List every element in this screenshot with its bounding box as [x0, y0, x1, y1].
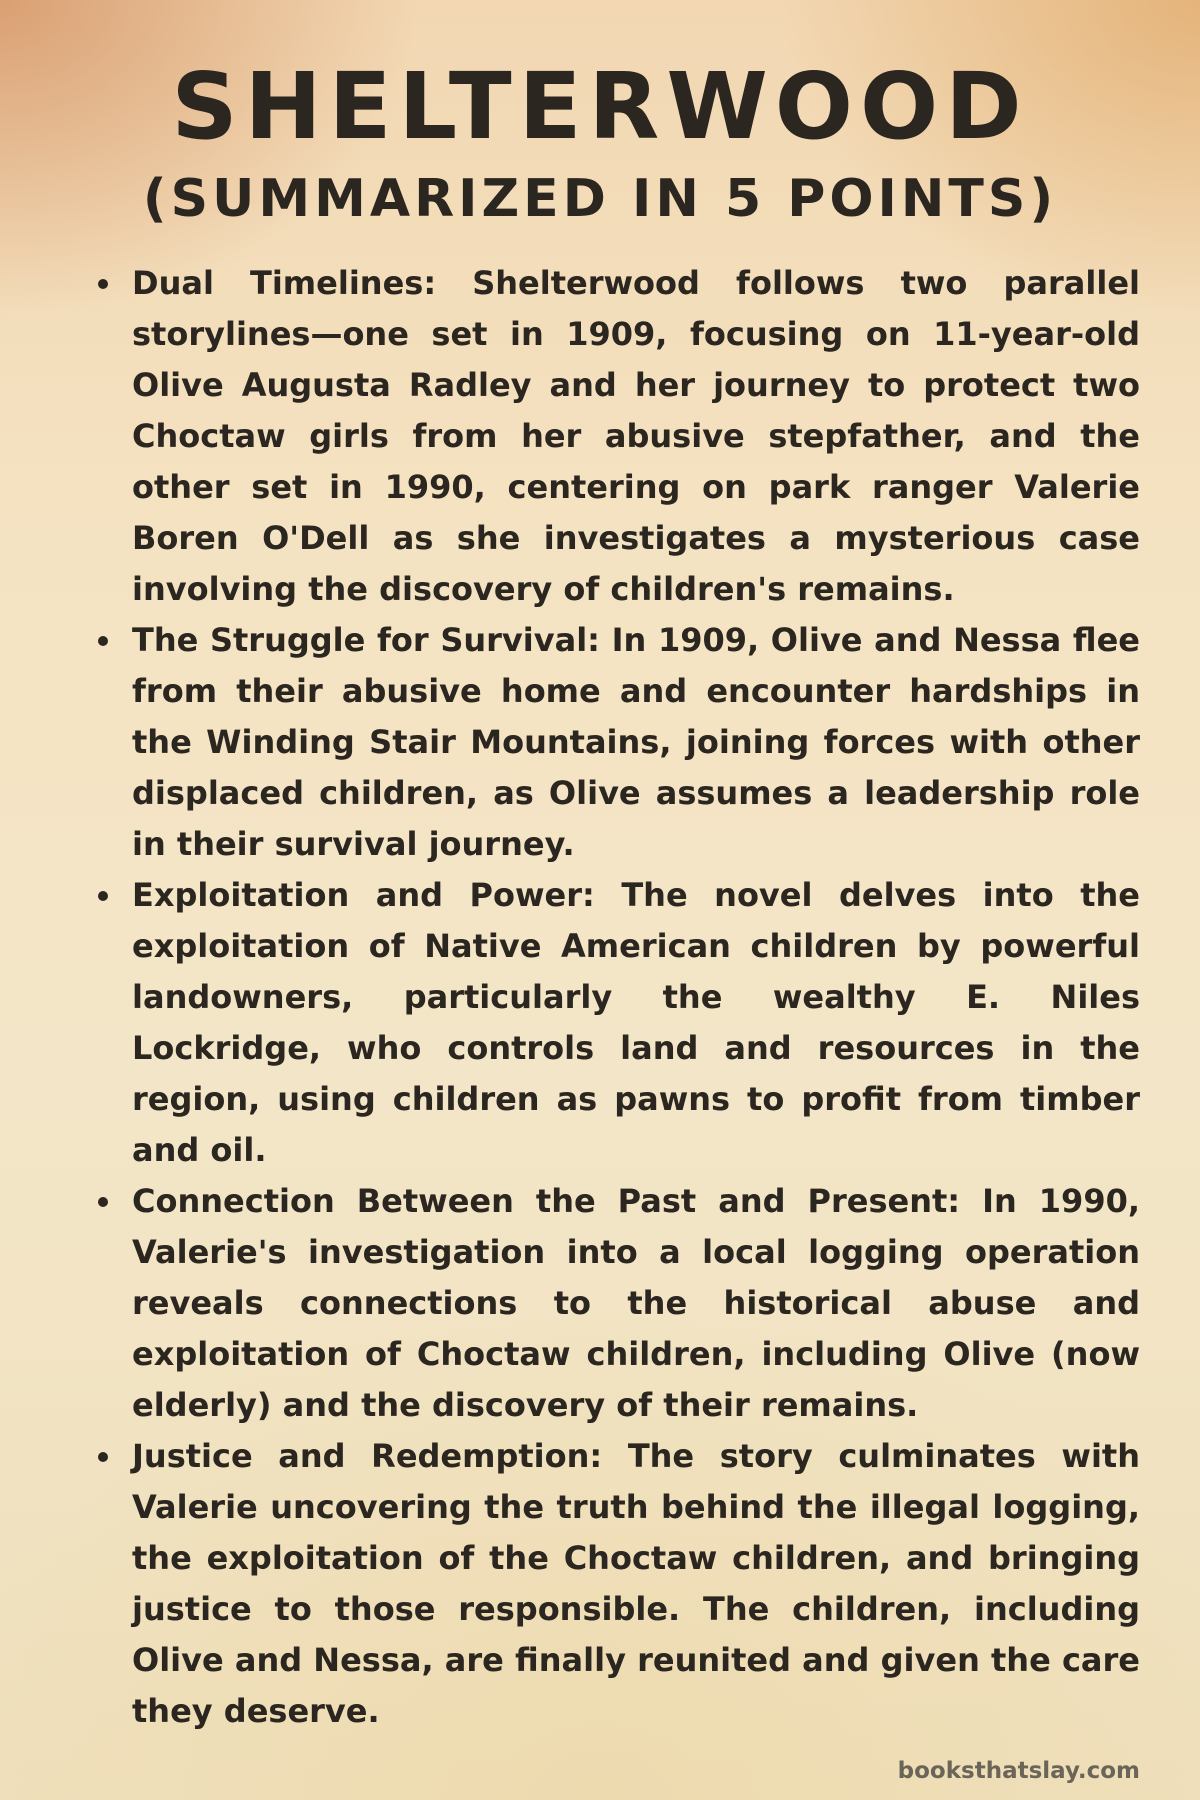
summary-point	[96, 870, 1140, 1176]
bullet-icon	[98, 636, 108, 646]
bullet-icon	[98, 279, 108, 289]
site-credit-link[interactable]: booksthatslay.com	[897, 1758, 1140, 1784]
summary-point	[96, 1176, 1140, 1431]
bullet-icon	[98, 1197, 108, 1207]
summary-point-text: Connection Between the Past and Present: In 1990, Valerie's investigation into a local logging operation reveals connections to the historical abuse and exploitation of Choctaw children, including Olive (now elderly) and the discovery of their remains.	[132, 1182, 1140, 1424]
summary-point-text: Exploitation and Power: The novel delves into the exploitation of Native American children by powerful landowners, particularly the wealthy E. Niles Lockridge, who controls land and resources in the region, using children as pawns to profit from timber and oil.	[132, 876, 1140, 1169]
summary-points-list	[96, 258, 1140, 1737]
bullet-icon	[98, 1452, 108, 1462]
summary-point	[96, 1431, 1140, 1737]
summary-point	[96, 615, 1140, 870]
book-subtitle: (SUMMARIZED IN 5 POINTS)	[142, 169, 1058, 229]
bullet-icon	[98, 891, 108, 901]
summary-point-text: The Struggle for Survival: In 1909, Olive and Nessa flee from their abusive home and encounter hardships in the Winding Stair Mountains, joining forces with other displaced children, as Olive assumes a leadership role in their survival journey.	[132, 621, 1140, 863]
book-title: SHELTERWOOD	[171, 53, 1029, 160]
summary-point-text: Justice and Redemption: The story culminates with Valerie uncovering the truth behind the illegal logging, the exploitation of the Choctaw children, and bringing justice to those responsible. The children, including Olive and Nessa, are finally reunited and given the care they deserve.	[132, 1437, 1140, 1730]
summary-point-text: Dual Timelines: Shelterwood follows two parallel storylines—one set in 1909, focusing on 11-year-old Olive Augusta Radley and her journey to protect two Choctaw girls from her abusive stepfather, and the other set in 1990, centering on park ranger Valerie Boren O'Dell as she investigates a mysterious case involving the discovery of children's remains.	[132, 264, 1140, 608]
summary-point	[96, 258, 1140, 615]
